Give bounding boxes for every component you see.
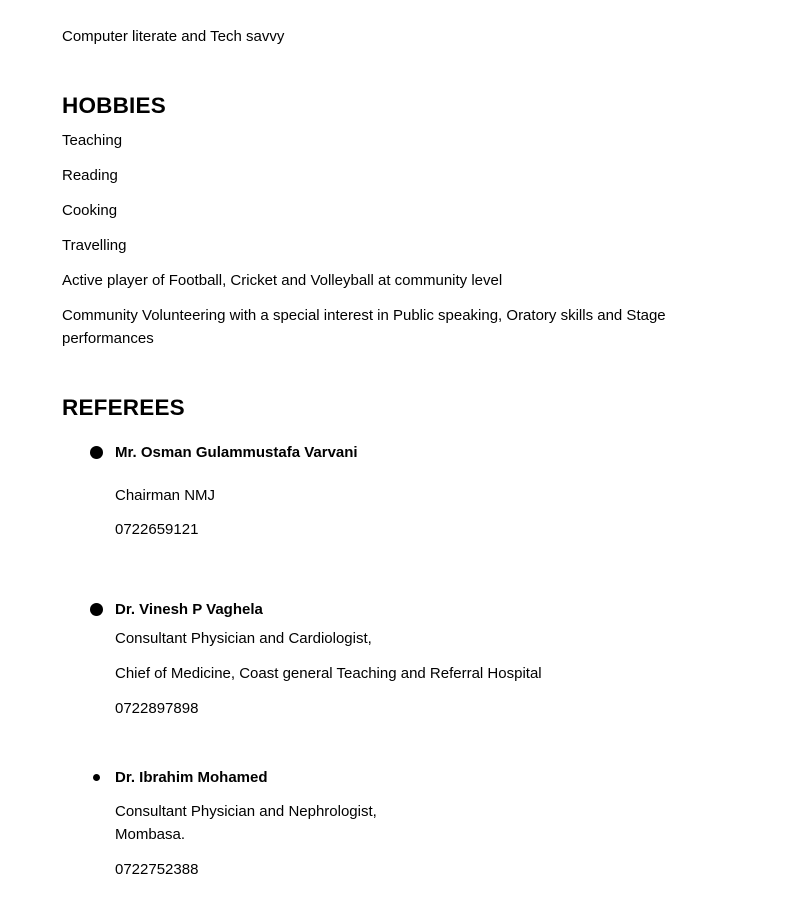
hobby-item: Cooking [62,202,118,219]
hobby-item: Teaching [62,132,123,149]
bullet-icon [90,446,103,459]
referee-details [62,800,746,846]
hobbies-heading: HOBBIES [62,93,166,118]
referee-entry [62,598,746,720]
referee-phone: 0722659121 [115,521,199,538]
referee-header [62,441,746,464]
referee-location: Mombasa. [115,826,186,843]
hobby-item: Active player of Football, Cricket and Volleyball at community level [62,272,503,289]
referees-heading: REFEREES [62,395,185,420]
referee-details [62,484,746,507]
referee-header [62,598,746,621]
referee-entry [62,441,746,541]
skills-intro-line: Computer literate and Tech savvy [62,28,285,45]
referee-title: Consultant Physician and Cardiologist, [115,630,372,647]
referee-details [62,627,746,685]
referee-name: Dr. Vinesh P Vaghela [115,601,263,618]
referee-phone: 0722752388 [115,861,199,878]
referee-phone: 0722897898 [115,700,199,717]
hobby-item: Community Volunteering with a special interest in Public speaking, Oratory skills and Stage performances [62,307,666,347]
referee-name: Mr. Osman Gulammustafa Varvani [115,444,358,461]
referee-header [62,766,746,789]
hobby-item: Travelling [62,237,127,254]
referee-entry [62,766,746,881]
bullet-icon [93,774,100,781]
referee-title: Consultant Physician and Nephrologist, [115,803,377,820]
referee-name: Dr. Ibrahim Mohamed [115,769,268,786]
referee-title: Chief of Medicine, Coast general Teaching and Referral Hospital [115,665,542,682]
hobby-item: Reading [62,167,118,184]
referee-title: Chairman NMJ [115,487,216,504]
bullet-icon [90,603,103,616]
